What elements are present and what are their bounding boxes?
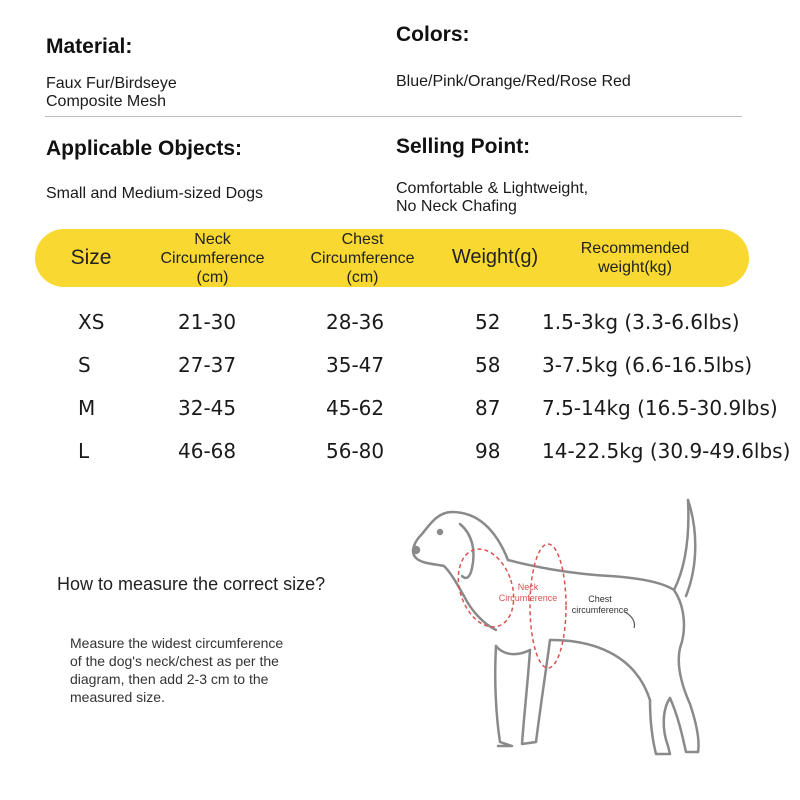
header-weight: Weight(g) <box>451 246 539 268</box>
header-recommended <box>560 239 710 277</box>
header-neck-line: Circumference <box>160 250 265 267</box>
measure-line: Measure the widest circumference <box>70 635 284 651</box>
measure-instructions <box>70 634 340 706</box>
header-neck-line: (cm) <box>196 269 229 286</box>
header-recommended-line: Recommended <box>580 240 690 257</box>
chest-label <box>572 594 629 615</box>
cell-recommended: 7.5-14kg (16.5-30.9lbs) <box>542 396 778 420</box>
size-table-header <box>35 229 749 287</box>
header-size: Size <box>70 246 112 269</box>
header-neck-line: Neck <box>194 231 231 248</box>
neck-label-line: Neck <box>517 582 539 592</box>
table-row <box>0 353 800 393</box>
measure-line: diagram, then add 2-3 cm to the <box>70 671 269 687</box>
selling-line: No Neck Chafing <box>396 198 517 215</box>
applicable-value: Small and Medium-sized Dogs <box>46 185 263 202</box>
dog-outline-icon <box>413 500 699 754</box>
measure-line: of the dog's neck/chest as per the <box>70 653 279 669</box>
material-heading: Material: <box>46 35 133 58</box>
applicable-heading: Applicable Objects: <box>46 137 243 160</box>
table-row <box>0 439 800 479</box>
cell-size: L <box>78 439 90 463</box>
cell-neck: 32-45 <box>178 396 237 420</box>
header-chest <box>295 230 430 287</box>
neck-label <box>499 582 558 603</box>
material-line: Composite Mesh <box>46 93 167 110</box>
colors-value: Blue/Pink/Orange/Red/Rose Red <box>396 73 631 90</box>
header-chest-line: Chest <box>341 231 384 248</box>
selling-heading: Selling Point: <box>396 135 531 158</box>
cell-chest: 28-36 <box>326 310 385 334</box>
chest-label-line: Chest <box>588 594 612 604</box>
section-divider <box>45 116 742 117</box>
cell-weight: 58 <box>475 353 501 377</box>
cell-recommended: 3-7.5kg (6.6-16.5lbs) <box>542 353 753 377</box>
table-row <box>0 310 800 350</box>
colors-heading: Colors: <box>396 23 470 46</box>
measure-line: measured size. <box>70 689 165 705</box>
cell-weight: 87 <box>475 396 501 420</box>
cell-recommended: 14-22.5kg (30.9-49.6lbs) <box>542 439 791 463</box>
material-value <box>46 75 177 111</box>
header-recommended-line: weight(kg) <box>598 259 672 276</box>
cell-weight: 52 <box>475 310 501 334</box>
cell-neck: 46-68 <box>178 439 237 463</box>
cell-chest: 45-62 <box>326 396 385 420</box>
dog-measurement-diagram <box>400 490 800 790</box>
measure-question: How to measure the correct size? <box>57 574 326 594</box>
cell-neck: 21-30 <box>178 310 237 334</box>
material-line: Faux Fur/Birdseye <box>46 75 177 92</box>
cell-size: XS <box>78 310 105 334</box>
cell-neck: 27-37 <box>178 353 237 377</box>
selling-line: Comfortable & Lightweight, <box>396 180 589 197</box>
cell-size: S <box>78 353 91 377</box>
header-chest-line: (cm) <box>346 269 379 286</box>
header-neck <box>145 230 280 287</box>
table-row <box>0 396 800 436</box>
cell-recommended: 1.5-3kg (3.3-6.6lbs) <box>542 310 740 334</box>
cell-chest: 56-80 <box>326 439 385 463</box>
neck-label-line: Circumference <box>498 593 558 603</box>
cell-weight: 98 <box>475 439 501 463</box>
cell-chest: 35-47 <box>326 353 385 377</box>
selling-value <box>396 180 588 216</box>
chest-label-line: circumference <box>571 605 629 615</box>
cell-size: M <box>78 396 96 420</box>
header-chest-line: Circumference <box>310 250 415 267</box>
